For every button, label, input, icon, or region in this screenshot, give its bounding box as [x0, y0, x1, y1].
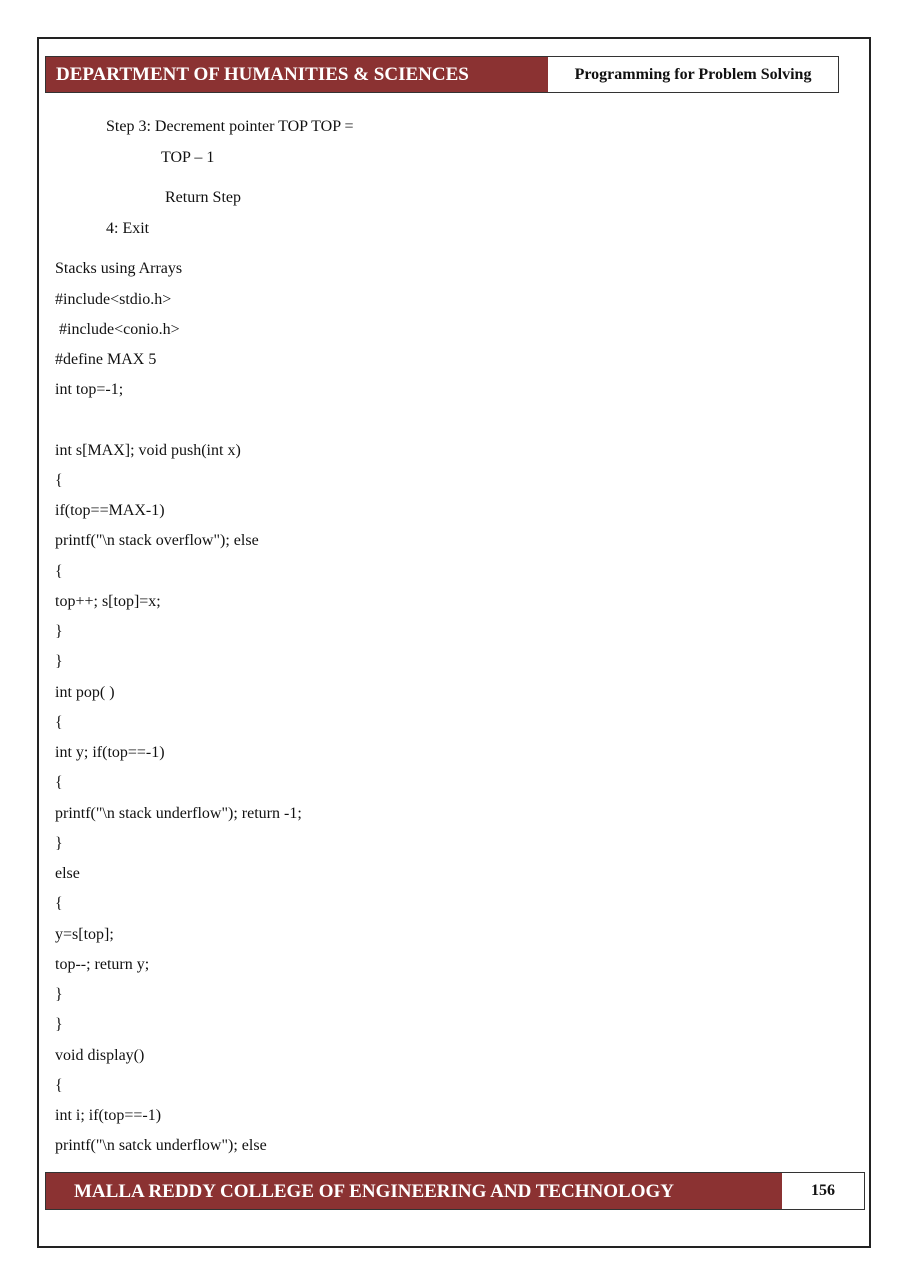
code-line: int pop( ) — [55, 684, 115, 701]
step-line: Step 3: Decrement pointer TOP TOP = — [106, 118, 354, 135]
department-title: DEPARTMENT OF HUMANITIES & SCIENCES — [46, 57, 548, 92]
code-line: printf("\n satck underflow"); else — [55, 1137, 267, 1154]
course-title: Programming for Problem Solving — [574, 66, 812, 83]
code-line: int top=-1; — [55, 381, 124, 398]
code-line: } — [55, 986, 63, 1003]
step-line: 4: Exit — [106, 220, 150, 237]
code-line: } — [55, 835, 63, 852]
code-line: if(top==MAX-1) — [55, 502, 165, 519]
code-line: { — [55, 714, 63, 731]
code-line: #include<stdio.h> — [55, 291, 172, 308]
code-line: else — [55, 865, 80, 882]
page-number: 156 — [811, 1182, 835, 1199]
section-title: Stacks using Arrays — [55, 260, 183, 277]
code-line: #define MAX 5 — [55, 351, 157, 368]
step-line: TOP – 1 — [161, 149, 215, 166]
code-line: y=s[top]; — [55, 926, 114, 943]
page-footer — [45, 1172, 865, 1210]
code-line: int s[MAX]; void push(int x) — [55, 442, 241, 459]
code-line: printf("\n stack overflow"); else — [55, 532, 259, 549]
code-line: } — [55, 653, 63, 670]
step-line: Return Step — [165, 189, 241, 206]
code-line: top++; s[top]=x; — [55, 593, 161, 610]
code-line: { — [55, 774, 63, 791]
code-line: int i; if(top==-1) — [55, 1107, 162, 1124]
college-name: MALLA REDDY COLLEGE OF ENGINEERING AND TECHNOLOGY — [46, 1173, 782, 1209]
code-line: { — [55, 472, 63, 489]
code-line: } — [55, 623, 63, 640]
code-line: { — [55, 1077, 63, 1094]
code-line: top--; return y; — [55, 956, 150, 973]
page-border — [37, 37, 871, 1248]
code-line: #include<conio.h> — [55, 321, 180, 338]
code-line: { — [55, 895, 63, 912]
code-line: void display() — [55, 1047, 145, 1064]
page-header — [45, 56, 839, 93]
code-line: int y; if(top==-1) — [55, 744, 165, 761]
code-line: { — [55, 563, 63, 580]
code-line: printf("\n stack underflow"); return -1; — [55, 805, 302, 822]
code-line: } — [55, 1016, 63, 1033]
